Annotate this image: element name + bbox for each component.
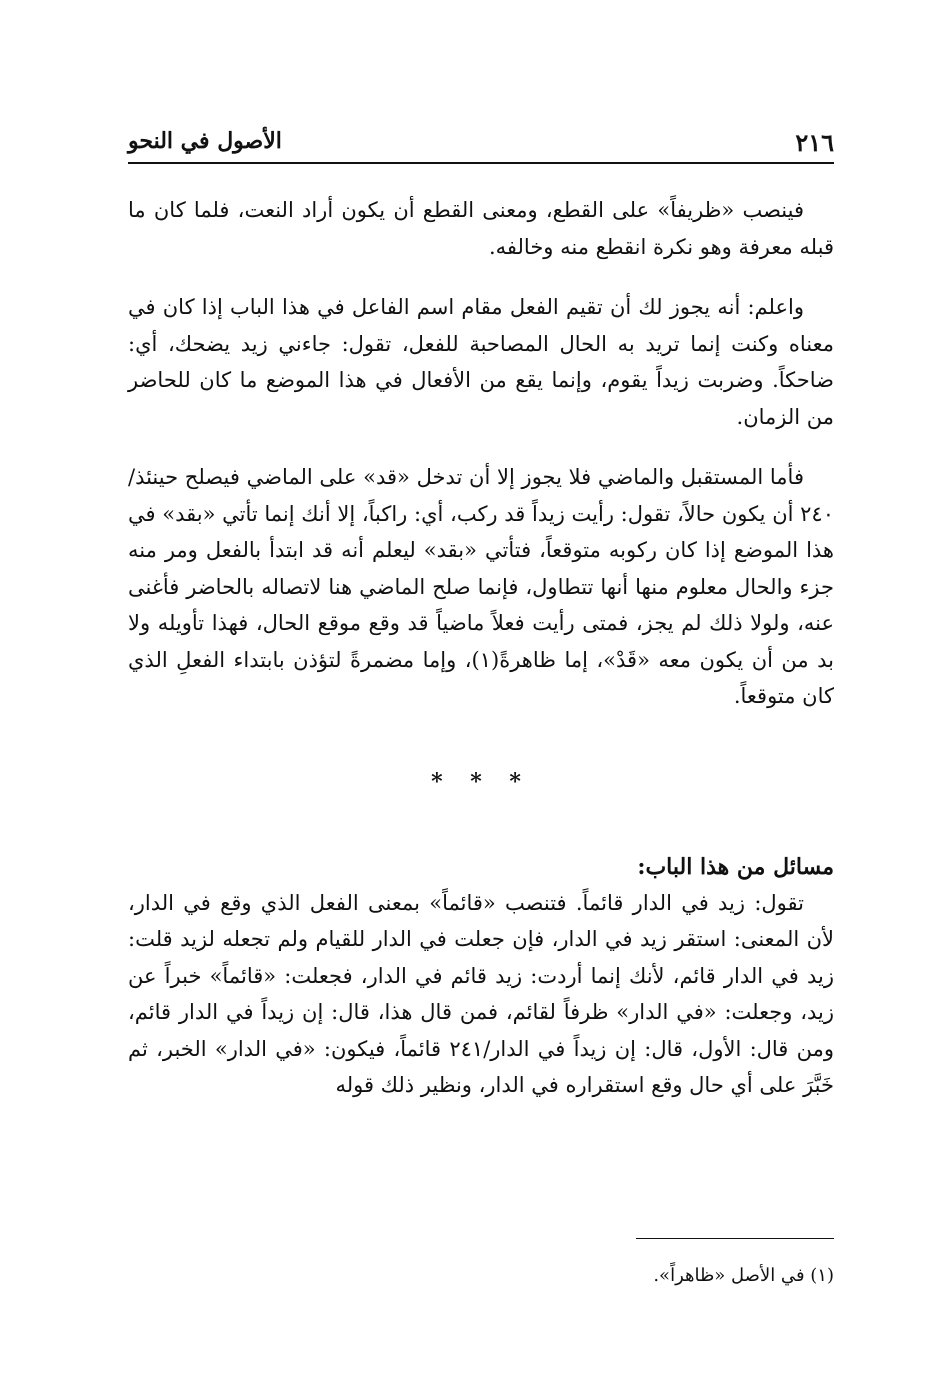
footnote-rule [636, 1238, 834, 1239]
paragraph-2: واعلم: أنه يجوز لك أن تقيم الفعل مقام اسم الفاعل في هذا الباب إذا كان في معناه وكنت إنما تريد به الحال المصاحبة للفعل، تقول: جاءني زيد يضحك، أي: ضاحكاً. وضربت زيداً يقوم، وإنما يقع من الأفعال في هذا الموضع ما كان للحاضر من الزمان. [128, 295, 834, 429]
section-paragraph: تقول: زيد في الدار قائماً. فتنصب «قائماً» بمعنى الفعل الذي وقع في الدار، لأن المعنى: استقر زيد في الدار، فإن جعلت في الدار للقيام ولم تجعله لزيد قلت: زيد في الدار قائم، لأنك إنما أردت: زيد قائم في الدار، فجعلت: «قائماً» خبراً عن زيد، وجعلت: «في الدار» ظرفاً لقائم، فمن قال هذا، قال: إن زيداً في الدار قائم، ومن قال: الأول، قال: إن زيداً في الدار/٢٤١ قائماً، فيكون: «في الدار» الخبر، ثم خَبَّرَ على أي حال وقع استقراره في الدار، ونظير ذلك قوله [128, 890, 834, 1097]
section-heading: مسائل من هذا الباب: [637, 853, 834, 880]
paragraph-3: فأما المستقبل والماضي فلا يجوز إلا أن تدخل «قد» على الماضي فيصلح حينئذ/٢٤٠ أن يكون حالاً، تقول: رأيت زيداً قد ركب، أي: راكباً، إلا أنك إنما تأتي «بقد» في هذا الموضع إذا كان ركوبه متوقعاً، فتأتي «بقد» ليعلم أنه قد ابتدأ بالفعل ومر منه جزء والحال معلوم منها أنها تتطاول، فإنما صلح الماضي هنا لاتصاله بالحاضر فأغنى عنه، ولولا ذلك لم يجز، فمتى رأيت فعلاً ماضياً قد وقع موقع الحال، فهذا تأويله ولا بد من أن يكون معه «قَدْ»، إما ظاهرةً(١)، وإما مضمرةً لتؤذن بابتداء الفعلِ الذي كان متوقعاً. [128, 465, 834, 708]
header-rule [128, 162, 834, 164]
running-title: الأصول في النحو [128, 128, 282, 154]
paragraph-1: فينصب «ظريفاً» على القطع، ومعنى القطع أن يكون أراد النعت، فلما كان ما قبله معرفة وهو نكرة انقطع منه وخالفه. [128, 198, 834, 259]
footnote: (١) في الأصل «ظاهراً». [653, 1265, 834, 1286]
page-number: ٢١٦ [795, 128, 834, 157]
page-header [128, 128, 834, 160]
section-separator: * * * [431, 768, 531, 795]
main-text [128, 192, 834, 1104]
